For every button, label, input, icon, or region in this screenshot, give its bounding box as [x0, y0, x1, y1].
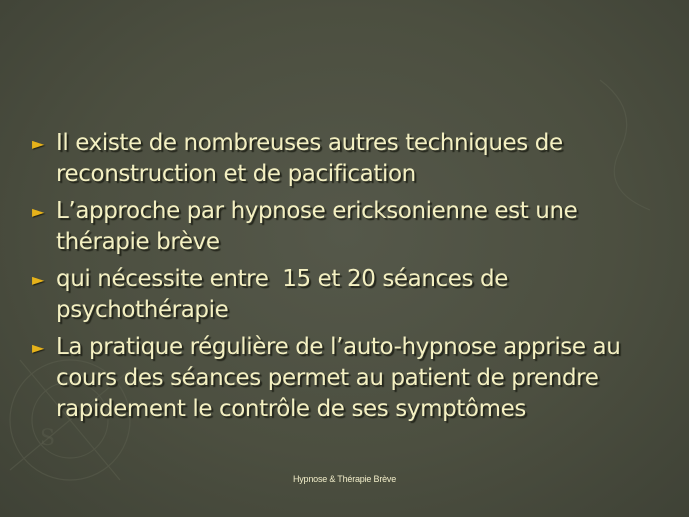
bullet-arrow-icon: ►: [32, 134, 45, 153]
bullet-arrow-icon: ►: [32, 338, 45, 357]
bullet-text: qui nécessite entre 15 et 20 séances de psychothérapie: [56, 266, 515, 323]
bullet-text: La pratique régulière de l’auto-hypnose apprise au cours des séances permet au patient de prendre rapidement le contrôle de ses symptômes: [56, 334, 628, 422]
bullet-text: L’approche par hypnose ericksonienne est une thérapie brève: [56, 198, 585, 255]
bullet-arrow-icon: ►: [32, 202, 45, 221]
slide-body: [32, 128, 672, 431]
bullet-item: [32, 332, 672, 425]
slide-footer: Hypnose & Thérapie Brève: [292, 474, 397, 484]
bullet-item: [32, 128, 672, 190]
bullet-item: [32, 196, 672, 258]
bullet-arrow-icon: ►: [32, 270, 45, 289]
bullet-text: Il existe de nombreuses autres techniques de reconstruction et de pacification: [56, 130, 570, 187]
bullet-item: [32, 264, 672, 326]
svg-text:S: S: [40, 426, 56, 451]
